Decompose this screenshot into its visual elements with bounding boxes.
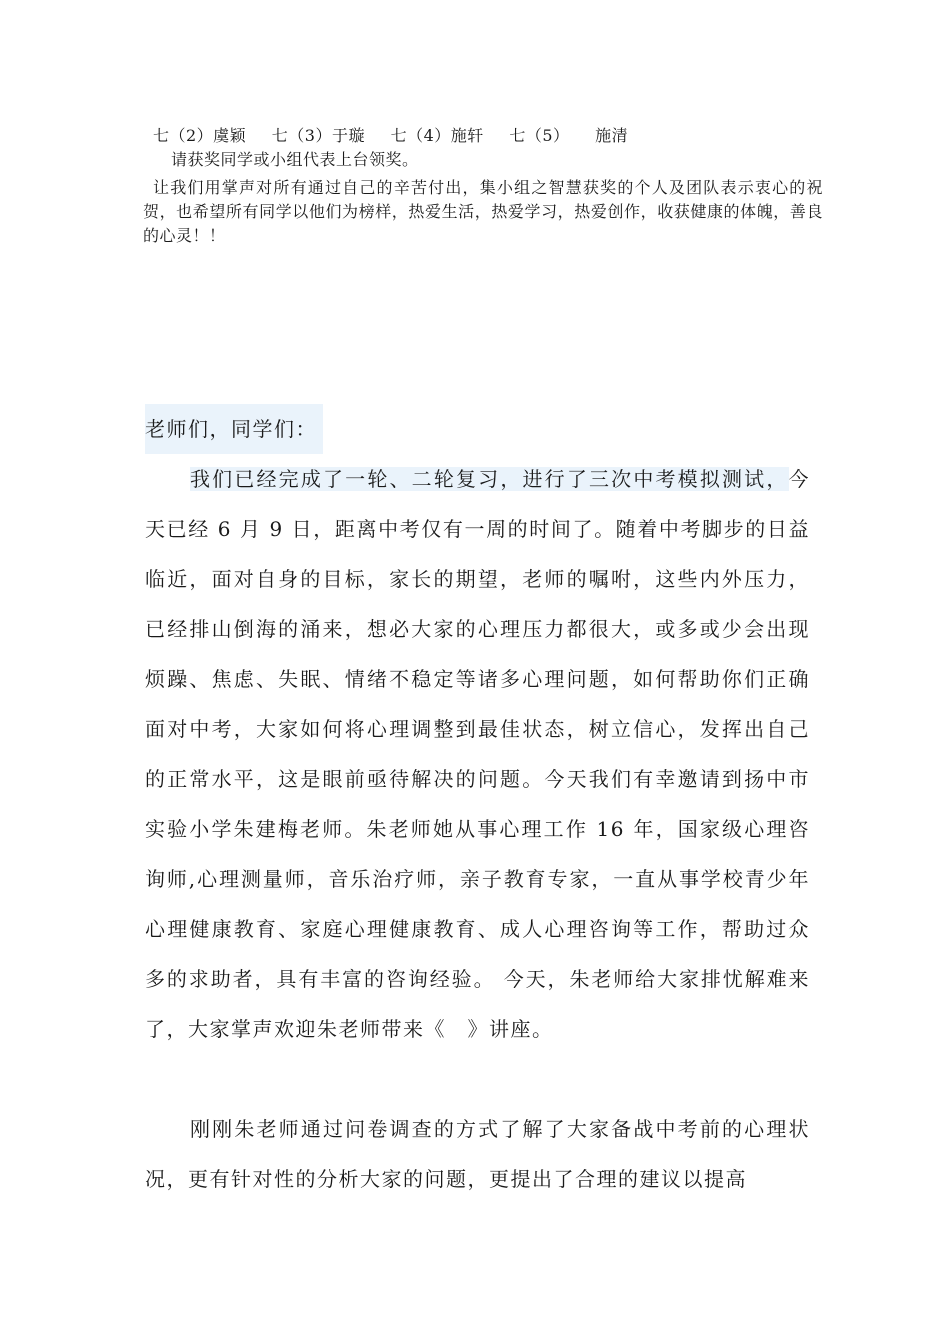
speech-paragraph-2: 刚刚朱老师通过问卷调查的方式了解了大家备战中考前的心理状况，更有针对性的分析大家的问题，更提出了合理的建议以提高	[145, 1117, 810, 1191]
award-section	[143, 124, 823, 248]
congrats-paragraph: 让我们用掌声对所有通过自己的辛苦付出，集小组之智慧获奖的个人及团队表示衷心的祝贺，也希望所有同学以他们为榜样，热爱生活，热爱学习，热爱创作，收获健康的体魄，善良的心灵！！	[143, 178, 823, 245]
award-winner: 七（5）	[509, 126, 570, 145]
speech-paragraph-1	[145, 454, 810, 1054]
speech-section	[145, 404, 810, 1204]
highlighted-sentence: 我们已经完成了一轮、二轮复习，进行了三次中考模拟测试，	[190, 467, 789, 491]
award-winner: 七（2）虞颖	[153, 126, 247, 145]
invite-line: 请获奖同学或小组代表上台领奖。	[171, 150, 419, 169]
speech-greeting-line	[145, 404, 810, 454]
award-winner: 七（4）施轩	[390, 126, 484, 145]
award-winner: 施清	[595, 126, 629, 145]
award-winner: 七（3）于璇	[271, 126, 365, 145]
paragraph-body: 今天已经 6 月 9 日，距离中考仅有一周的时间了。随着中考脚步的日益临近，面对自身的目标，家长的期望，老师的嘱咐，这些内外压力，已经排山倒海的涌来，想必大家的心理压力都很大，或多或少会出现烦躁、焦虑、失眠、情绪不稳定等诸多心理问题，如何帮助你们正确面对中考，大家如何将心理调整到最佳状态，树立信心，发挥出自己的正常水平，这是眼前亟待解决的问题。今天我们有幸邀请到扬中市实验小学朱建梅老师。朱老师她从事心理工作 16 年，国家级心理咨询师,心理测量师，音乐治疗师，亲子教育专家，一直从事学校青少年心理健康教育、家庭心理健康教育、成人心理咨询等工作，帮助过众多的求助者，具有丰富的咨询经验。 今天，朱老师给大家排忧解难来了，大家掌声欢迎朱老师带来《 》讲座。	[145, 467, 810, 1041]
award-winners-line	[143, 124, 823, 148]
speech-greeting: 老师们，同学们：	[145, 404, 323, 454]
